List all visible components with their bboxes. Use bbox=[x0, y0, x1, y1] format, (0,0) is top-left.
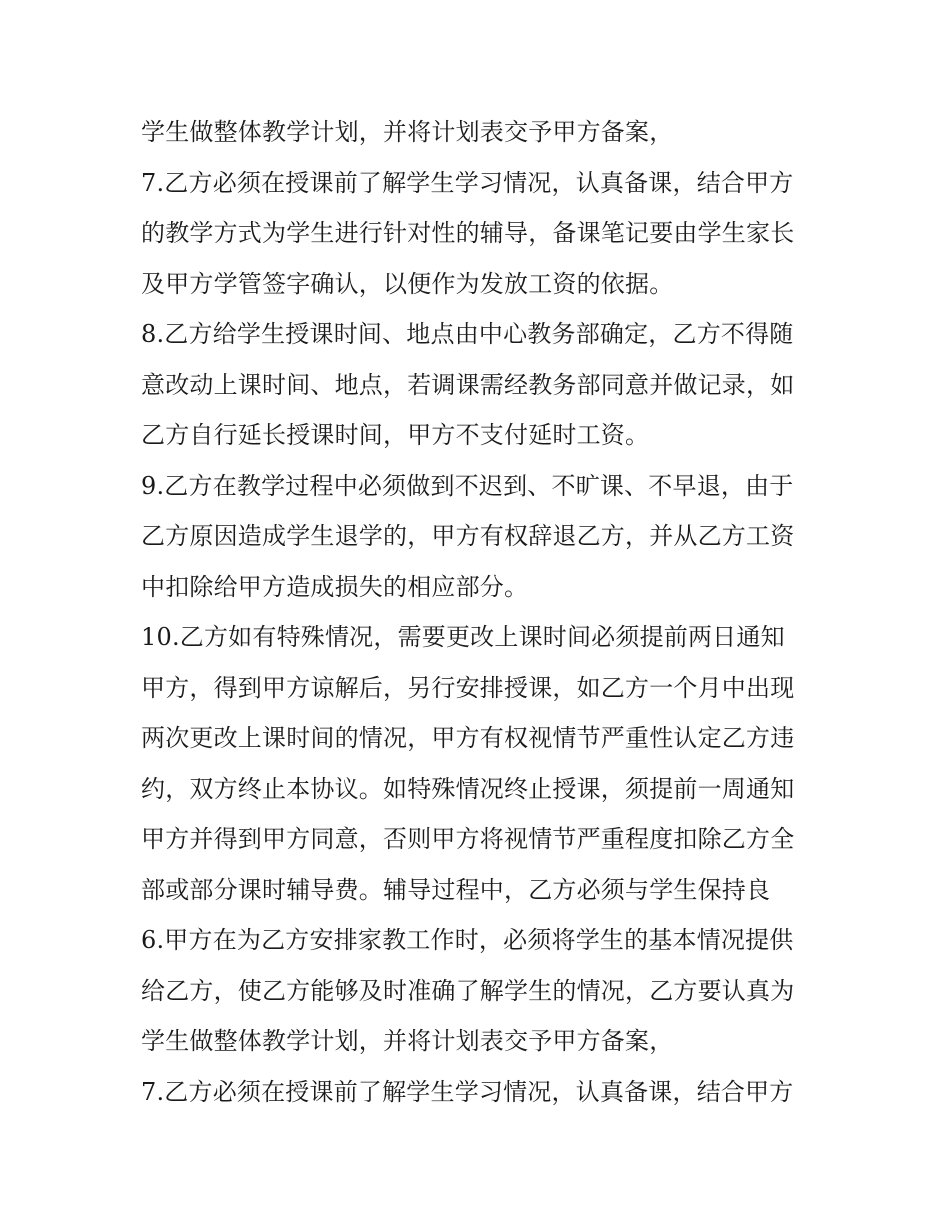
text-line: 7.乙方必须在授课前了解学生学习情况，认真备课，结合甲方 bbox=[141, 1077, 794, 1106]
text-line: 8.乙方给学生授课时间、地点由中心教务部确定，乙方不得随 bbox=[141, 320, 794, 348]
text-line: 学生做整体教学计划，并将计划表交予甲方备案， bbox=[141, 118, 674, 146]
text-line: 及甲方学管签字确认，以便作为发放工资的依据。 bbox=[141, 269, 674, 298]
text-line: 甲方并得到甲方同意，否则甲方将视情节严重程度扣除乙方全 bbox=[141, 825, 795, 853]
contract-body-text bbox=[141, 107, 821, 1117]
text-line: 约，双方终止本协议。如特殊情况终止授课，须提前一周通知 bbox=[141, 774, 795, 803]
text-line: 10.乙方如有特殊情况，需要更改上课时间必须提前两日通知 bbox=[141, 623, 785, 651]
text-line: 乙方自行延长授课时间，甲方不支付延时工资。 bbox=[141, 421, 650, 449]
text-line: 两次更改上课时间的情况，甲方有权视情节严重性认定乙方违 bbox=[141, 724, 795, 752]
text-line: 乙方原因造成学生退学的，甲方有权辞退乙方，并从乙方工资 bbox=[141, 522, 795, 550]
text-line: 给乙方，使乙方能够及时准确了解学生的情况，乙方要认真为 bbox=[141, 976, 795, 1005]
text-line: 学生做整体教学计划，并将计划表交予甲方备案， bbox=[141, 1027, 674, 1055]
text-line: 7.乙方必须在授课前了解学生学习情况，认真备课，结合甲方 bbox=[141, 168, 794, 197]
text-line: 部或部分课时辅导费。辅导过程中，乙方必须与学生保持良 bbox=[141, 875, 771, 904]
text-line: 9.乙方在教学过程中必须做到不迟到、不旷课、不早退，由于 bbox=[141, 471, 794, 500]
text-line: 中扣除给甲方造成损失的相应部分。 bbox=[141, 572, 529, 601]
text-line: 意改动上课时间、地点，若调课需经教务部同意并做记录，如 bbox=[141, 370, 795, 399]
text-line: 的教学方式为学生进行针对性的辅导，备课笔记要由学生家长 bbox=[141, 219, 795, 247]
text-line: 甲方，得到甲方谅解后，另行安排授课，如乙方一个月中出现 bbox=[141, 673, 795, 702]
text-line: 6.甲方在为乙方安排家教工作时，必须将学生的基本情况提供 bbox=[141, 926, 794, 954]
